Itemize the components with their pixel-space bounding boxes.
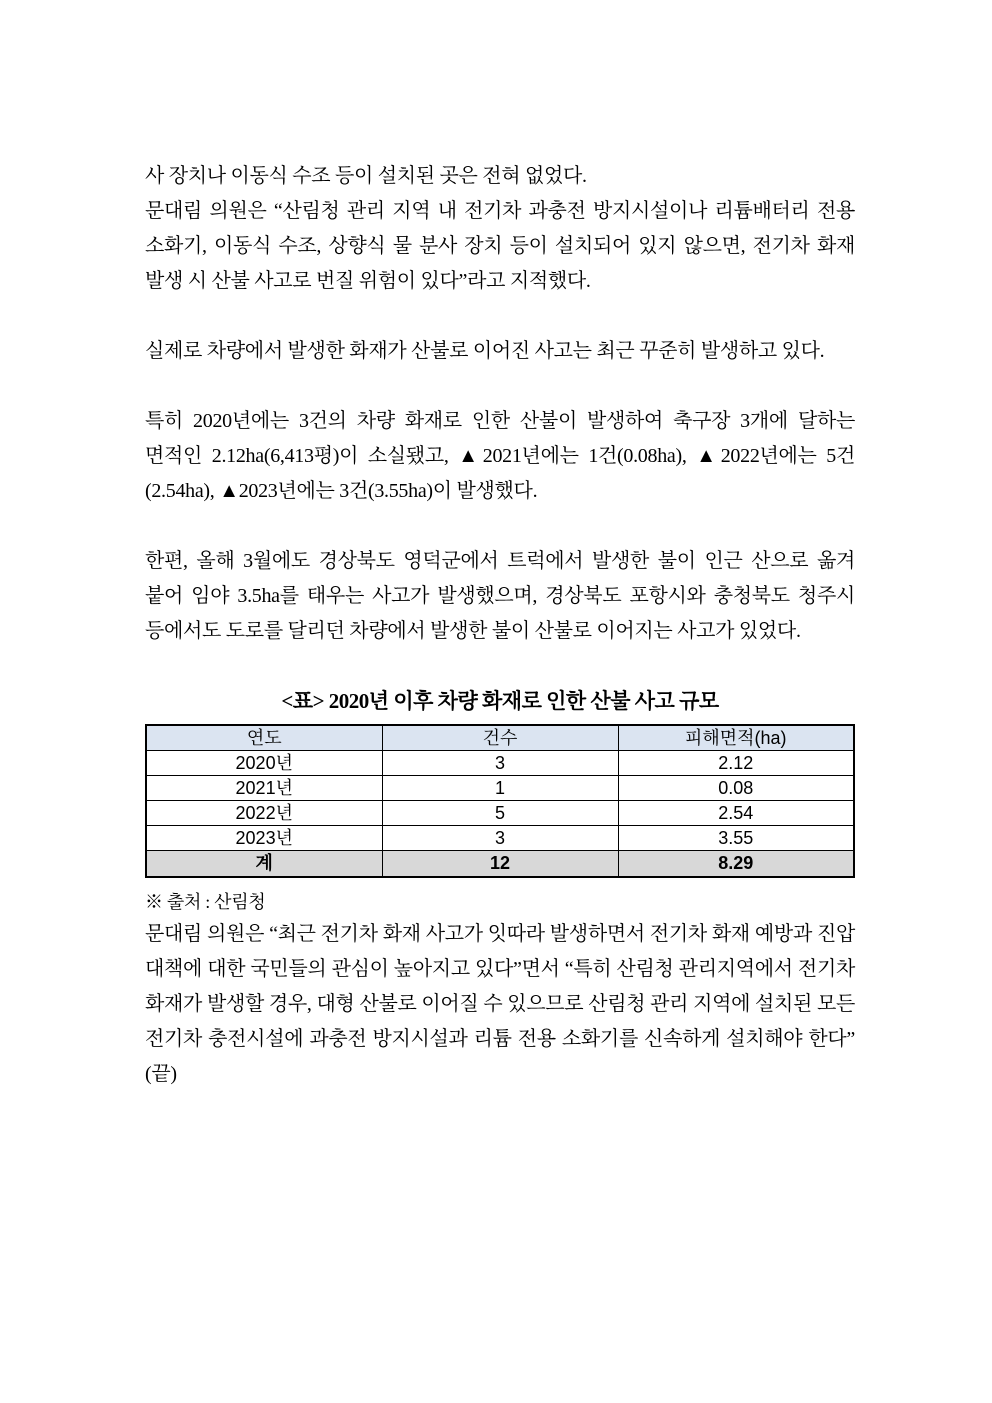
area-cell: 2.12 <box>618 751 854 776</box>
table-source-note: ※ 출처 : 산림청 <box>145 891 266 912</box>
count-cell: 5 <box>382 801 618 826</box>
fire-accident-table <box>145 724 855 878</box>
year-cell: 2022년 <box>146 801 382 826</box>
paragraph-quote-facilities: 문대림 의원은 “산림청 관리 지역 내 전기차 과충전 방지시설이나 리튬배터리 전용 소화기, 이동식 수조, 상향식 물 분사 장치 등이 설치되어 있지 않으면, 전기차 화재 발생 시 산불 사고로 번질 위험이 있다”라고 지적했다. <box>145 200 855 292</box>
count-cell: 3 <box>382 751 618 776</box>
paragraph-yearly-stats: 특히 2020년에는 3건의 차량 화재로 인한 산불이 발생하여 축구장 3개에 달하는 면적인 2.12ha(6,413평)이 소실됐고, ▲2021년에는 1건(0.08ha), ▲2022년에는 5건(2.54ha), ▲2023년에는 3건(3.55ha)이 발생했다. <box>145 410 855 502</box>
table-title: <표> 2020년 이후 차량 화재로 인한 산불 사고 규모 <box>281 689 719 713</box>
total-count-cell: 12 <box>382 851 618 877</box>
area-cell: 2.54 <box>618 801 854 826</box>
paragraph-actual-accidents: 실제로 차량에서 발생한 화재가 산불로 이어진 사고는 최근 꾸준히 발생하고 있다. <box>145 340 825 362</box>
total-area-cell: 8.29 <box>618 851 854 877</box>
count-cell: 3 <box>382 826 618 851</box>
table-row <box>146 826 854 851</box>
table-row <box>146 801 854 826</box>
table-row <box>146 751 854 776</box>
area-cell: 0.08 <box>618 776 854 801</box>
table-total-row <box>146 851 854 877</box>
table-row <box>146 776 854 801</box>
paragraph-intro-tail: 사 장치나 이동식 수조 등이 설치된 곳은 전혀 없었다. <box>145 165 587 187</box>
count-cell: 1 <box>382 776 618 801</box>
area-cell: 3.55 <box>618 826 854 851</box>
year-cell: 2021년 <box>146 776 382 801</box>
table-header-row <box>146 725 854 751</box>
year-cell: 2020년 <box>146 751 382 776</box>
total-label-cell: 계 <box>146 851 382 877</box>
table-header-year: 연도 <box>146 725 382 751</box>
paragraph-recent-cases: 한편, 올해 3월에도 경상북도 영덕군에서 트럭에서 발생한 불이 인근 산으로 옮겨 붙어 임야 3.5ha를 태우는 사고가 발생했으며, 경상북도 포항시와 충청북도 청주시 등에서도 도로를 달리던 차량에서 발생한 불이 산불로 이어지는 사고가 있었다. <box>145 550 855 642</box>
table-header-area: 피해면적(ha) <box>618 725 854 751</box>
table-header-count: 건수 <box>382 725 618 751</box>
year-cell: 2023년 <box>146 826 382 851</box>
fire-accident-table-section <box>145 684 855 917</box>
paragraph-closing-quote: 문대림 의원은 “최근 전기차 화재 사고가 잇따라 발생하면서 전기차 화재 예방과 진압 대책에 대한 국민들의 관심이 높아지고 있다”면서 “특히 산림청 관리지역에서 전기차 화재가 발생할 경우, 대형 산불로 이어질 수 있으므로 산림청 관리 지역에 설치된 모든 전기차 충전시설에 과충전 방지시설과 리튬 전용 소화기를 신속하게 설치해야 한다” (끝) <box>145 922 855 1085</box>
